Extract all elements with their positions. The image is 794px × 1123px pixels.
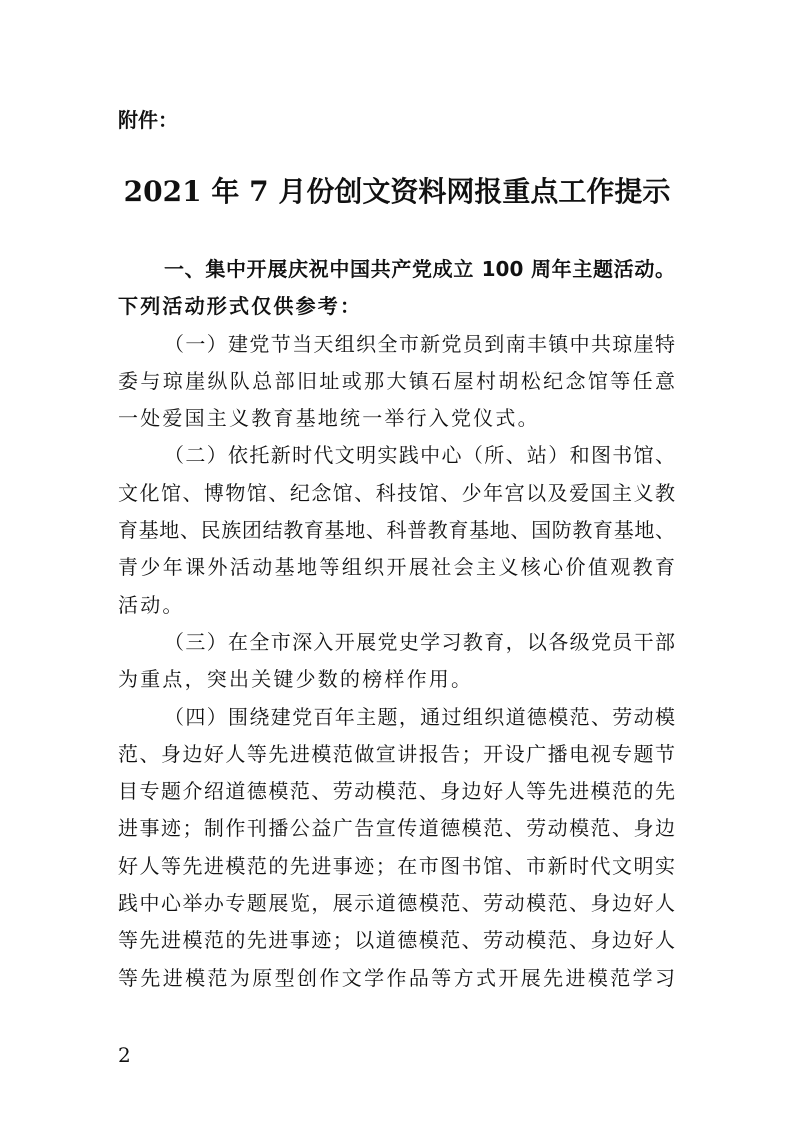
- paragraph-line: （一）建党节当天组织全市新党员到南丰镇中共琼崖特: [164, 331, 675, 356]
- paragraph-line: 践中心举办专题展览，展示道德模范、劳动模范、身边好人: [118, 891, 675, 916]
- paragraph-3: [118, 624, 675, 699]
- page-number: 2: [118, 1043, 131, 1067]
- paragraph-line: 一处爱国主义教育基地统一举行入党仪式。: [118, 406, 540, 431]
- paragraph-line: 委与琼崖纵队总部旧址或那大镇石屋村胡松纪念馆等任意: [118, 368, 675, 393]
- attachment-label: 附件：: [118, 108, 178, 132]
- paragraph-line: 进事迹；制作刊播公益广告宣传道德模范、劳动模范、身边: [118, 816, 675, 841]
- paragraph-1: [118, 326, 675, 438]
- section-heading-line: 下列活动形式仅供参考：: [118, 294, 363, 319]
- paragraph-line: 为重点，突出关键少数的榜样作用。: [118, 667, 474, 692]
- paragraph-line: 育基地、民族团结教育基地、科普教育基地、国防教育基地、: [118, 518, 675, 543]
- paragraph-line: 青少年课外活动基地等组织开展社会主义核心价值观教育: [118, 555, 675, 580]
- paragraph-4: [118, 699, 675, 997]
- paragraph-line: （三）在全市深入开展党史学习教育，以各级党员干部: [164, 629, 675, 654]
- paragraph-line: （四）围绕建党百年主题，通过组织道德模范、劳动模: [164, 704, 675, 729]
- paragraph-line: （二）依托新时代文明实践中心（所、站）和图书馆、: [164, 443, 675, 468]
- paragraph-line: 活动。: [118, 592, 185, 617]
- paragraph-line: 等先进模范为原型创作文学作品等方式开展先进模范学习: [118, 965, 675, 990]
- document-body: [118, 251, 675, 997]
- paragraph-line: 范、身边好人等先进模范做宣讲报告；开设广播电视专题节: [118, 741, 675, 766]
- paragraph-line: 目专题介绍道德模范、劳动模范、身边好人等先进模范的先: [118, 779, 675, 804]
- paragraph-2: [118, 437, 675, 623]
- document-title: 2021 年 7 月份创文资料网报重点工作提示: [123, 175, 671, 208]
- section-heading-line: 一、集中开展庆祝中国共产党成立 100 周年主题活动。: [164, 257, 675, 281]
- paragraph-line: 好人等先进模范的先进事迹；在市图书馆、市新时代文明实: [118, 853, 675, 878]
- paragraph-line: 文化馆、博物馆、纪念馆、科技馆、少年宫以及爱国主义教: [118, 480, 675, 505]
- paragraph-line: 等先进模范的先进事迹；以道德模范、劳动模范、身边好人: [118, 928, 675, 953]
- section-heading: [118, 251, 675, 326]
